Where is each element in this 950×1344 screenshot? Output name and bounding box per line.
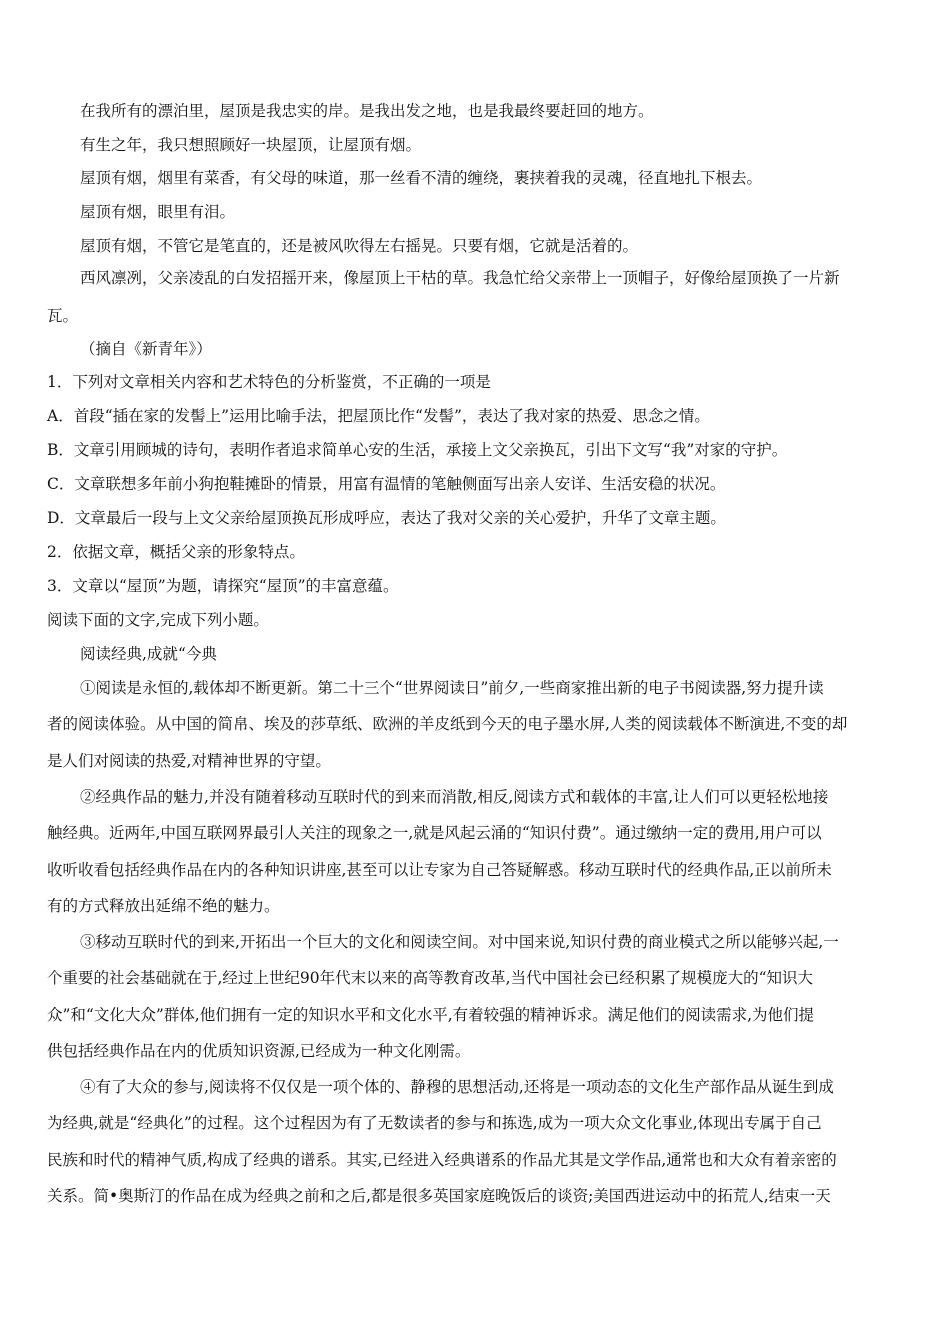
passage1-paragraph-4: 屋顶有烟，眼里有泪。	[80, 203, 236, 221]
passage1-source: （摘自《新青年》）	[80, 340, 212, 358]
passage1-paragraph-3: 屋顶有烟，烟里有菜香，有父母的味道，那一丝看不清的缠绕，裹挟着我的灵魂，径直地扎下根去。	[80, 169, 763, 187]
article-paragraph-2-line-4: 有的方式释放出延绵不绝的魅力。	[47, 897, 280, 915]
article-paragraph-1-line-1: ①阅读是永恒的,载体却不断更新。第二十三个“世界阅读日”前夕,一些商家推出新的电子书阅读器,努力提升读	[80, 679, 824, 697]
article-paragraph-4-line-1: ④有了大众的参与,阅读将不仅仅是一项个体的、静穆的思想活动,还将是一项动态的文化生产部作品从诞生到成	[80, 1078, 834, 1096]
passage1-paragraph-5: 屋顶有烟，不管它是笔直的，还是被风吹得左右摇晃。只要有烟，它就是活着的。	[80, 237, 639, 255]
passage1-paragraph-2: 有生之年，我只想照顾好一块屋顶，让屋顶有烟。	[80, 136, 422, 154]
question-1-option-d: D．文章最后一段与上文父亲给屋顶换瓦形成呼应，表达了我对父亲的关心爱护，升华了文章主题。	[47, 509, 726, 527]
article-paragraph-4-line-3: 民族和时代的精神气质,构成了经典的谱系。其实,已经进入经典谱系的作品尤其是文学作品,通常也和大众有着亲密的	[47, 1151, 837, 1169]
passage1-paragraph-6-line-2: 瓦。	[47, 307, 79, 325]
article-title: 阅读经典,成就“今典	[80, 645, 217, 663]
article-paragraph-3-line-4: 供包括经典作品在内的优质知识资源,已经成为一种文化刚需。	[47, 1042, 471, 1060]
article-paragraph-4-line-4: 关系。简•奥斯汀的作品在成为经典之前和之后,都是很多英国家庭晚饭后的谈资;美国西进运动中的拓荒人,结束一天	[47, 1187, 831, 1205]
article-paragraph-3-line-2: 个重要的社会基础就在于,经过上世纪90年代末以来的高等教育改革,当代中国社会已经积累了规模庞大的“知识大	[47, 969, 814, 987]
article-paragraph-2-line-2: 触经典。近两年,中国互联网界最引人关注的现象之一,就是风起云涌的“知识付费”。通过缴纳一定的费用,用户可以	[47, 824, 822, 842]
article-paragraph-2-line-3: 收听收看包括经典作品在内的各种知识讲座,甚至可以让专家为自己答疑解惑。移动互联时代的经典作品,正以前所未	[47, 861, 832, 879]
article-paragraph-2-line-1: ②经典作品的魅力,并没有随着移动互联时代的到来而消散,相反,阅读方式和载体的丰富,让人们可以更轻松地接	[80, 788, 829, 806]
question-1-option-b: B．文章引用顾城的诗句，表明作者追求简单心安的生活，承接上文父亲换瓦，引出下文写“我”对家的守护。	[47, 441, 788, 459]
article-paragraph-3-line-3: 众”和“文化大众”群体,他们拥有一定的知识水平和文化水平,有着较强的精神诉求。满足他们的阅读需求,为他们提	[47, 1006, 815, 1024]
article-paragraph-4-line-2: 为经典,就是“经典化”的过程。这个过程因为有了无数读者的参与和拣选,成为一项大众文化事业,体现出专属于自己	[47, 1114, 822, 1132]
question-1-option-c: C．文章联想多年前小狗抱鞋摊卧的情景，用富有温情的笔触侧面写出亲人安详、生活安稳的状况。	[47, 475, 726, 493]
question-1: 1．下列对文章相关内容和艺术特色的分析鉴赏，不正确的一项是	[47, 373, 491, 391]
reading-instruction: 阅读下面的文字,完成下列小题。	[47, 611, 269, 629]
article-paragraph-1-line-3: 是人们对阅读的热爱,对精神世界的守望。	[47, 752, 331, 770]
question-1-option-a: A．首段“插在家的发髻上”运用比喻手法，把屋顶比作“发髻”，表达了我对家的热爱、思念之情。	[47, 407, 710, 425]
article-paragraph-1-line-2: 者的阅读体验。从中国的简帛、埃及的莎草纸、欧洲的羊皮纸到今天的电子墨水屏,人类的阅读载体不断演进,不变的却	[47, 715, 848, 733]
question-3: 3．文章以“屋顶”为题，请探究“屋顶”的丰富意蕴。	[47, 577, 399, 595]
passage1-paragraph-1: 在我所有的漂泊里，屋顶是我忠实的岸。是我出发之地，也是我最终要赶回的地方。	[80, 102, 654, 120]
article-paragraph-3-line-1: ③移动互联时代的到来,开拓出一个巨大的文化和阅读空间。对中国来说,知识付费的商业模式之所以能够兴起,一	[80, 933, 839, 951]
passage1-paragraph-6-line-1: 西风凛冽，父亲凌乱的白发招摇开来，像屋顶上干枯的草。我急忙给父亲带上一顶帽子，好像给屋顶换了一片新	[80, 269, 840, 287]
question-2: 2．依据文章，概括父亲的形象特点。	[47, 543, 305, 561]
